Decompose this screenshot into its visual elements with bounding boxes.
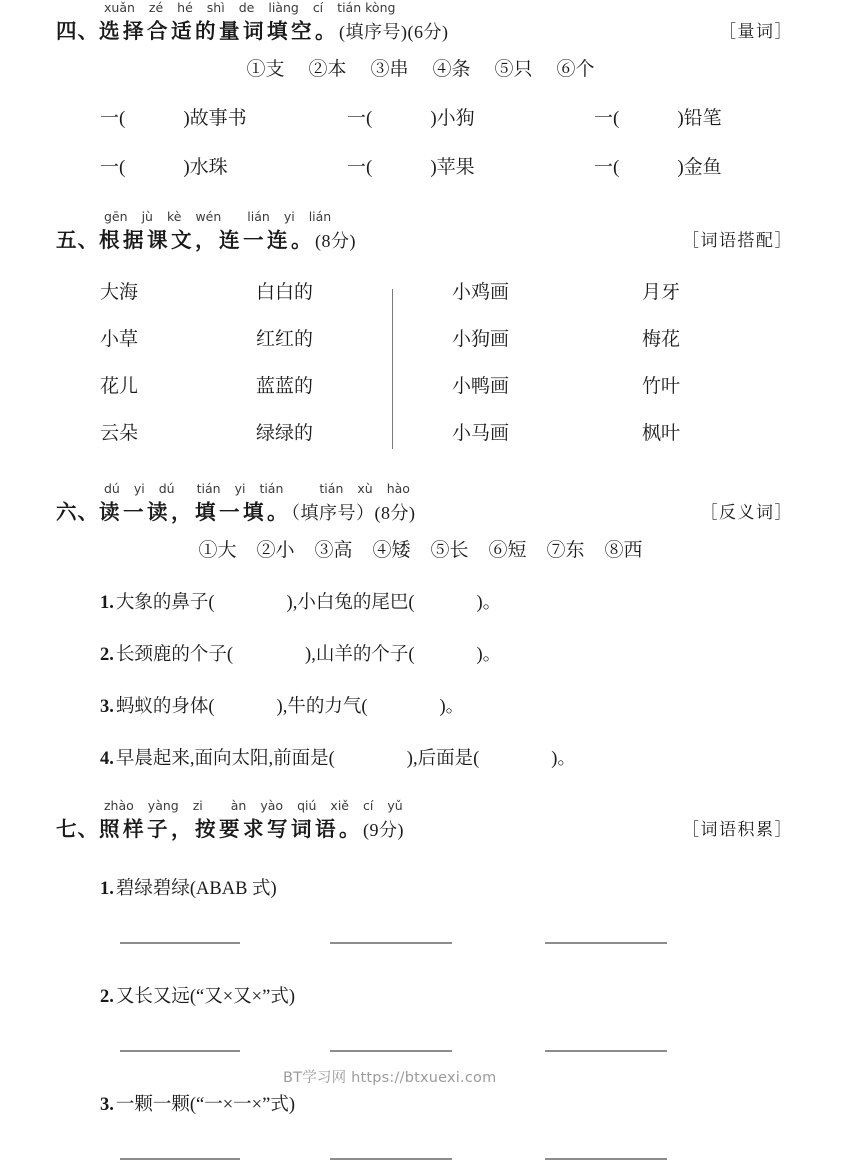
question-part: ),山羊的个子(: [305, 645, 415, 665]
match-left-word-2[interactable]: 小马画: [452, 423, 510, 444]
pinyin-syllable: cí: [312, 0, 324, 15]
pinyin-syllable: zi: [192, 798, 203, 813]
section-six-header: [0, 481, 841, 533]
question-part: 蚂蚁的身体(: [115, 697, 215, 717]
answer-line[interactable]: [545, 942, 667, 944]
answer-line[interactable]: [545, 1050, 667, 1052]
prompt-number: 1.: [100, 879, 114, 899]
option-item[interactable]: ②本: [308, 59, 347, 80]
section-seven-tag: ［词语积累］: [682, 820, 793, 839]
pinyin-syllable: yǔ: [387, 798, 403, 813]
matching-exercise: [0, 277, 841, 477]
pinyin-syllable: cí: [362, 798, 374, 813]
pinyin-syllable: xiě: [330, 798, 349, 813]
question-part: ),小白兔的尾巴(: [286, 593, 415, 613]
section-points: (填序号)(6分): [339, 22, 449, 42]
answer-line-group: [0, 912, 841, 958]
prompt-text: 又长又远(“又×又×”式): [115, 987, 295, 1007]
option-item[interactable]: ⑧西: [604, 540, 643, 561]
pinyin-syllable: yi: [133, 481, 145, 496]
match-right-word-2[interactable]: 梅花: [642, 329, 681, 350]
pinyin-syllable: gēn: [104, 209, 128, 224]
pinyin-syllable: hào: [386, 481, 410, 496]
option-item[interactable]: ④条: [432, 59, 471, 80]
measure-word-suffix: )水珠: [183, 157, 228, 178]
option-item[interactable]: ③串: [370, 59, 409, 80]
question-row: [0, 692, 841, 718]
pinyin-syllable: yi: [234, 481, 246, 496]
match-left-word-2[interactable]: 小狗画: [452, 329, 510, 350]
match-right-word-2[interactable]: 枫叶: [642, 423, 681, 444]
section-five-pinyin: [104, 209, 331, 224]
prompt-number: 3.: [100, 1095, 114, 1115]
section-points: (8分): [315, 231, 356, 251]
option-item[interactable]: ④矮: [372, 540, 411, 561]
pinyin-syllable: tián: [319, 481, 344, 496]
section-five-tag: ［词语搭配］: [682, 231, 793, 250]
section-six-title: [56, 495, 416, 525]
match-right-word[interactable]: 红红的: [256, 329, 314, 350]
option-item[interactable]: ⑦东: [546, 540, 585, 561]
section-four: [0, 0, 841, 179]
matching-row: [0, 371, 841, 418]
measure-word-prefix: 一(: [347, 108, 373, 129]
matching-divider: [392, 289, 393, 449]
answer-line-group: [0, 1020, 841, 1066]
section-seven-pinyin: [104, 798, 403, 813]
match-left-word[interactable]: 花儿: [100, 376, 139, 397]
question-number: 2.: [100, 645, 114, 665]
pinyin-syllable: dú: [104, 481, 120, 496]
measure-word-item: [347, 152, 594, 179]
write-word-prompt: [0, 1090, 841, 1116]
section-six-pinyin: [104, 481, 410, 496]
option-item[interactable]: ⑤只: [494, 59, 533, 80]
option-item[interactable]: ⑥短: [488, 540, 527, 561]
question-part: )。: [476, 645, 502, 665]
section-five-header: [0, 209, 841, 261]
question-number: 4.: [100, 749, 114, 769]
measure-word-suffix: )苹果: [430, 157, 475, 178]
measure-word-prefix: 一(: [100, 157, 126, 178]
section-number: 七、: [56, 819, 99, 841]
prompt-text: 碧绿碧绿(ABAB 式): [115, 879, 277, 899]
pinyin-syllable: zé: [148, 0, 164, 15]
pinyin-syllable: liàng: [268, 0, 299, 15]
question-part: )。: [476, 593, 502, 613]
measure-word-item: [347, 103, 594, 130]
match-left-word[interactable]: 大海: [100, 282, 139, 303]
pinyin-syllable: lián: [308, 209, 332, 224]
section-five-title: [56, 223, 356, 253]
pinyin-syllable: kè: [166, 209, 182, 224]
pinyin-syllable: tián: [337, 0, 362, 15]
question-part: ),后面是(: [406, 749, 480, 769]
question-part: 大象的鼻子(: [115, 593, 215, 613]
match-left-word[interactable]: 小草: [100, 329, 139, 350]
question-part: )。: [439, 697, 465, 717]
match-right-word-2[interactable]: 竹叶: [642, 376, 681, 397]
measure-word-item: [594, 152, 841, 179]
write-word-prompt: [0, 874, 841, 900]
measure-word-suffix: )小狗: [430, 108, 475, 129]
section-title-text: 照样子，按要求写词语。: [99, 819, 363, 841]
section-title-text: 读一读，填一填。: [99, 502, 291, 524]
pinyin-syllable: yàng: [147, 798, 179, 813]
measure-word-item: [100, 152, 347, 179]
pinyin-syllable: lián: [247, 209, 270, 224]
measure-word-suffix: )铅笔: [677, 108, 722, 129]
section-four-options: [0, 54, 841, 81]
pinyin-syllable: de: [238, 0, 255, 15]
matching-row: [0, 418, 841, 465]
answer-line[interactable]: [330, 942, 452, 944]
section-points: （填序号）(8分): [291, 503, 416, 523]
section-points: (9分): [363, 820, 404, 840]
section-six: [0, 481, 841, 770]
pinyin-syllable: wén: [195, 209, 222, 224]
answer-line[interactable]: [330, 1050, 452, 1052]
answer-line[interactable]: [545, 1158, 667, 1160]
section-four-pinyin: [104, 0, 395, 15]
question-number: 3.: [100, 697, 114, 717]
option-item[interactable]: ③高: [314, 540, 353, 561]
section-seven-header: [0, 798, 841, 850]
answer-line[interactable]: [120, 1050, 240, 1052]
section-number: 六、: [56, 502, 99, 524]
pinyin-syllable: hé: [177, 0, 193, 15]
pinyin-syllable: jù: [141, 209, 153, 224]
site-watermark: BT学习网 https://btxuexi.com: [283, 1070, 497, 1086]
pinyin-syllable: yi: [283, 209, 295, 224]
option-item[interactable]: ①支: [246, 59, 285, 80]
section-title-text: 根据课文，连一连。: [99, 230, 315, 252]
match-left-word-2[interactable]: 小鸡画: [452, 282, 510, 303]
option-item[interactable]: ②小: [256, 540, 295, 561]
option-item[interactable]: ⑥个: [556, 59, 595, 80]
question-part: )。: [551, 749, 576, 769]
section-four-tag: ［量词］: [719, 22, 793, 41]
matching-row: [0, 324, 841, 371]
question-row: [0, 588, 841, 614]
pinyin-syllable: àn: [230, 798, 247, 813]
section-four-header: [0, 0, 841, 52]
match-right-word[interactable]: 绿绿的: [256, 423, 314, 444]
question-part: 早晨起来,面向太阳,前面是(: [115, 749, 335, 769]
section-five: [0, 209, 841, 477]
match-right-word-2[interactable]: 月牙: [642, 282, 681, 303]
match-right-word[interactable]: 白白的: [256, 282, 314, 303]
section-six-tag: ［反义词］: [700, 503, 793, 522]
pinyin-syllable: dú: [158, 481, 175, 496]
measure-word-row: [0, 152, 841, 179]
measure-word-row: [0, 103, 841, 130]
match-left-word-2[interactable]: 小鸭画: [452, 376, 510, 397]
measure-word-prefix: 一(: [100, 108, 126, 129]
measure-word-suffix: )金鱼: [677, 157, 722, 178]
measure-word-prefix: 一(: [594, 157, 620, 178]
matching-row: [0, 277, 841, 324]
measure-word-item: [594, 103, 841, 130]
pinyin-syllable: yào: [260, 798, 284, 813]
pinyin-syllable: tián: [259, 481, 284, 496]
section-six-options: [0, 535, 841, 562]
answer-line-group: [0, 1128, 841, 1174]
pinyin-syllable: tián: [196, 481, 221, 496]
pinyin-syllable: kòng: [365, 0, 396, 15]
option-item[interactable]: ⑤长: [430, 540, 469, 561]
measure-word-item: [100, 103, 347, 130]
pinyin-syllable: zhào: [104, 798, 134, 813]
answer-line[interactable]: [120, 1158, 240, 1160]
pinyin-syllable: shì: [206, 0, 225, 15]
measure-word-suffix: )故事书: [183, 108, 247, 129]
pinyin-syllable: xù: [357, 481, 373, 496]
answer-line[interactable]: [120, 942, 240, 944]
section-number: 五、: [56, 230, 99, 252]
match-left-word[interactable]: 云朵: [100, 423, 139, 444]
prompt-text: 一颗一颗(“一×一×”式): [115, 1095, 295, 1115]
measure-word-prefix: 一(: [594, 108, 620, 129]
pinyin-syllable: xuǎn: [104, 0, 135, 15]
question-row: [0, 744, 841, 770]
section-number: 四、: [56, 21, 99, 43]
question-number: 1.: [100, 593, 114, 613]
section-title-text: 选择合适的量词填空。: [99, 21, 339, 43]
question-row: [0, 640, 841, 666]
section-seven-title: [56, 812, 404, 842]
question-part: 长颈鹿的个子(: [115, 645, 234, 665]
option-item[interactable]: ①大: [198, 540, 237, 561]
measure-word-prefix: 一(: [347, 157, 373, 178]
write-word-prompt: [0, 982, 841, 1008]
question-part: ),牛的力气(: [276, 697, 368, 717]
answer-line[interactable]: [330, 1158, 452, 1160]
prompt-number: 2.: [100, 987, 114, 1007]
section-seven: [0, 798, 841, 1174]
section-four-title: [56, 14, 448, 44]
pinyin-syllable: qiú: [297, 798, 317, 813]
match-right-word[interactable]: 蓝蓝的: [256, 376, 314, 397]
